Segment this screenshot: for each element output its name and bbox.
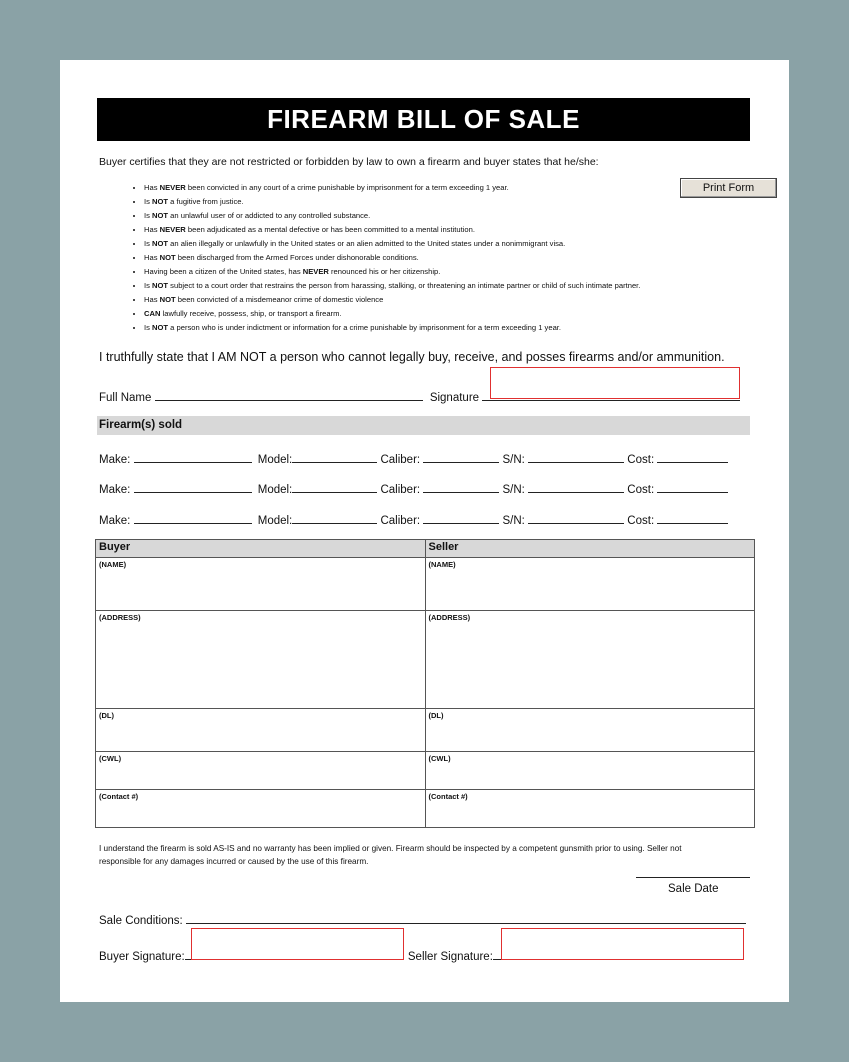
buyer-seller-table	[95, 539, 755, 828]
full-name-label: Full Name	[99, 392, 152, 404]
print-form-button[interactable]: Print Form	[680, 178, 777, 198]
sn-field[interactable]	[528, 450, 624, 463]
model-label: Model:	[257, 484, 293, 496]
seller-name-field[interactable]: (NAME)	[425, 558, 755, 611]
cost-field[interactable]	[657, 480, 728, 493]
sn-field[interactable]	[528, 511, 624, 524]
model-field[interactable]	[292, 480, 377, 493]
conditions-list	[104, 181, 784, 335]
caliber-label: Caliber:	[380, 484, 421, 496]
condition-item: • Having been a citizen of the United states, has NEVER renounced his or her citizenship.	[144, 265, 784, 279]
buyer-cwl-field[interactable]: (CWL)	[96, 752, 426, 790]
make-label: Make:	[99, 454, 131, 466]
model-field[interactable]	[292, 450, 377, 463]
buyer-contact-field[interactable]: (Contact #)	[96, 790, 426, 828]
model-field[interactable]	[292, 511, 377, 524]
condition-item: • Has NOT been convicted of a misdemeanor crime of domestic violence	[144, 293, 784, 307]
caliber-label: Caliber:	[380, 454, 421, 466]
make-label: Make:	[99, 515, 131, 527]
disclaimer-text: I understand the firearm is sold AS-IS and no warranty has been implied or given. Firearm should be inspected by a competent gunsmith prior to using. Seller not responsible for any damages incurred or caused by the use of this firearm.	[99, 844, 682, 866]
sn-label: S/N:	[502, 484, 525, 496]
condition-item: • Is NOT an alien illegally or unlawfully in the United states or an alien admitted to the United states under a nonimmigrant visa.	[144, 237, 784, 251]
seller-header: Seller	[425, 540, 755, 558]
model-label: Model:	[257, 454, 293, 466]
caliber-field[interactable]	[423, 480, 499, 493]
seller-contact-field[interactable]: (Contact #)	[425, 790, 755, 828]
condition-item: • Has NEVER been adjudicated as a mental defective or has been committed to a mental institution.	[144, 223, 784, 237]
buyer-signature-label: Buyer Signature:	[99, 951, 185, 963]
seller-address-field[interactable]: (ADDRESS)	[425, 611, 755, 709]
cost-label: Cost:	[627, 454, 655, 466]
signature-field[interactable]	[490, 367, 740, 399]
buyer-address-field[interactable]: (ADDRESS)	[96, 611, 426, 709]
sale-conditions-field[interactable]	[186, 911, 746, 924]
make-field[interactable]	[134, 511, 252, 524]
condition-item: • CAN lawfully receive, possess, ship, or transport a firearm.	[144, 307, 784, 321]
firearm-row	[99, 450, 728, 466]
buyer-name-field[interactable]: (NAME)	[96, 558, 426, 611]
sn-field[interactable]	[528, 480, 624, 493]
document-page	[60, 60, 789, 1002]
condition-item: • Has NOT been discharged from the Armed Forces under dishonorable conditions.	[144, 251, 784, 265]
firearms-section-header: Firearm(s) sold	[97, 416, 750, 435]
make-field[interactable]	[134, 480, 252, 493]
legal-statement: I truthfully state that I AM NOT a person who cannot legally buy, receive, and posses firearms and/or ammunition.	[99, 350, 725, 364]
caliber-field[interactable]	[423, 511, 499, 524]
condition-item: • Is NOT an unlawful user of or addicted to any controlled substance.	[144, 209, 784, 223]
full-name-field[interactable]	[155, 388, 423, 401]
seller-signature-label: Seller Signature:	[407, 951, 493, 963]
condition-item: • Is NOT subject to a court order that restrains the person from harassing, stalking, or threatening an intimate partner or child of such intimate partner.	[144, 279, 784, 293]
cost-label: Cost:	[627, 515, 655, 527]
condition-item: • Is NOT a fugitive from justice.	[144, 195, 784, 209]
signature-label: Signature	[429, 392, 480, 404]
cost-field[interactable]	[657, 511, 728, 524]
sale-conditions-label: Sale Conditions:	[99, 915, 183, 927]
seller-dl-field[interactable]: (DL)	[425, 709, 755, 752]
document-title: FIREARM BILL OF SALE	[97, 98, 750, 141]
model-label: Model:	[257, 515, 293, 527]
firearm-row	[99, 511, 728, 527]
condition-item: • Is NOT a person who is under indictment or information for a crime punishable by imprisonment for a term exceeding 1 year.	[144, 321, 784, 335]
seller-signature-field[interactable]	[501, 928, 744, 960]
make-label: Make:	[99, 484, 131, 496]
cost-label: Cost:	[627, 484, 655, 496]
buyer-header: Buyer	[96, 540, 426, 558]
sn-label: S/N:	[502, 515, 525, 527]
sale-conditions-row	[99, 911, 746, 927]
sale-date-field[interactable]	[636, 877, 750, 878]
caliber-field[interactable]	[423, 450, 499, 463]
condition-item: • Has NEVER been convicted in any court of a crime punishable by imprisonment for a term exceeding 1 year.	[144, 181, 784, 195]
seller-cwl-field[interactable]: (CWL)	[425, 752, 755, 790]
intro-text: Buyer certifies that they are not restricted or forbidden by law to own a firearm and buyer states that he/she:	[99, 156, 599, 168]
cost-field[interactable]	[657, 450, 728, 463]
sale-date-label: Sale Date	[668, 883, 719, 895]
buyer-dl-field[interactable]: (DL)	[96, 709, 426, 752]
caliber-label: Caliber:	[380, 515, 421, 527]
buyer-signature-field[interactable]	[191, 928, 404, 960]
sn-label: S/N:	[502, 454, 525, 466]
firearm-row	[99, 480, 728, 496]
make-field[interactable]	[134, 450, 252, 463]
